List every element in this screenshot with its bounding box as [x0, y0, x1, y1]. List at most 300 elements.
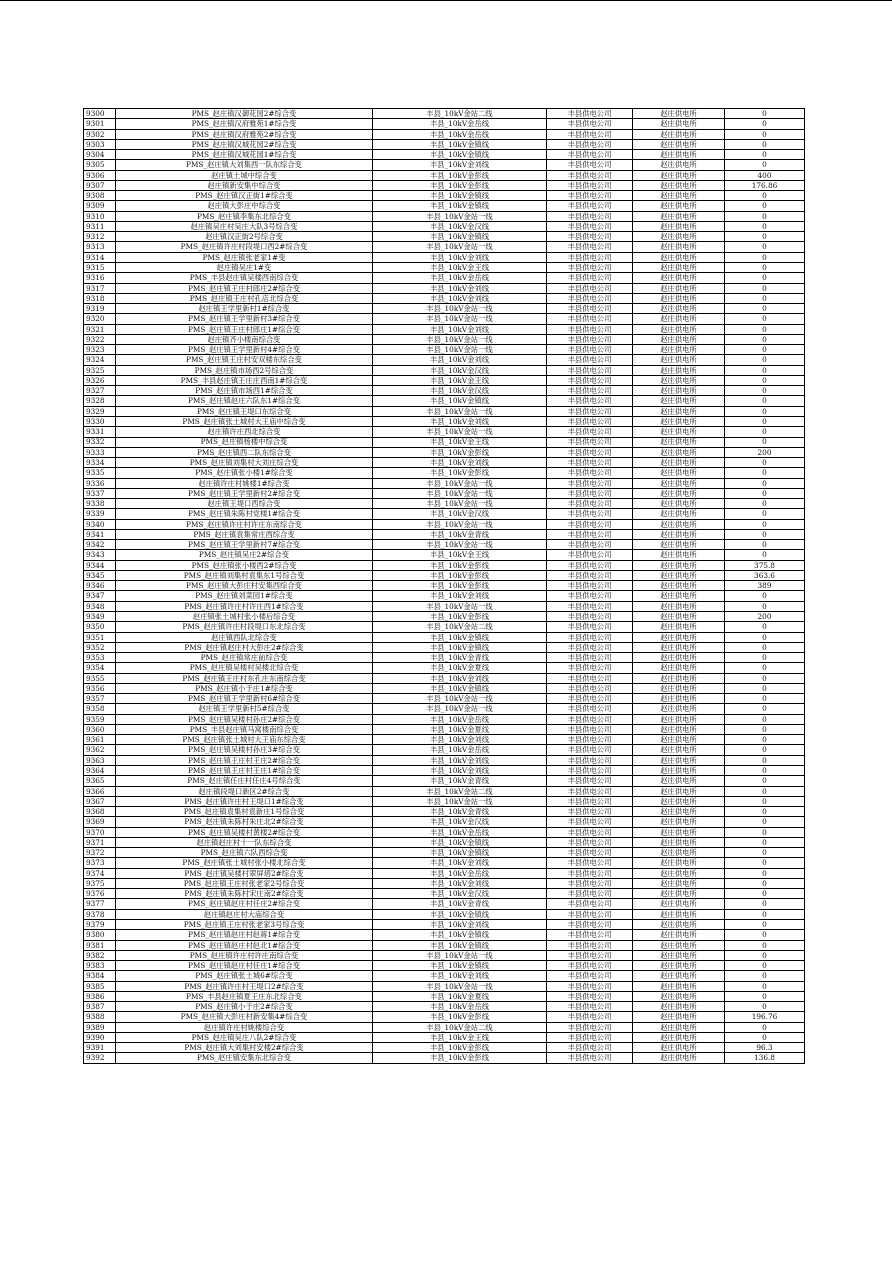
row-number-cell: 9359: [84, 714, 116, 724]
company-cell: 丰县供电公司: [547, 1032, 633, 1042]
table-row: [84, 211, 805, 221]
row-number-cell: 9347: [84, 591, 116, 601]
row-number-cell: 9370: [84, 827, 116, 837]
transformer-name-cell: PMS_赵庄镇李集东北综合变: [116, 211, 373, 221]
station-cell: 赵庄供电所: [633, 201, 725, 211]
feeder-line-cell: 丰县_10kV金刘线: [373, 971, 547, 981]
value-cell: 0: [725, 129, 805, 139]
row-number-cell: 9349: [84, 612, 116, 622]
row-number-cell: 9342: [84, 540, 116, 550]
feeder-line-cell: 丰县_10kV金彭线: [373, 170, 547, 180]
feeder-line-cell: 丰县_10kV金刘线: [373, 355, 547, 365]
table-row: [84, 1002, 805, 1012]
feeder-line-cell: 丰县_10kV金彭线: [373, 180, 547, 190]
row-number-cell: 9346: [84, 581, 116, 591]
feeder-line-cell: 丰县_10kV金青线: [373, 776, 547, 786]
feeder-line-cell: 丰县_10kV金镇线: [373, 396, 547, 406]
transformer-name-cell: PMS_赵庄镇赵庄村任庄1#综合变: [116, 961, 373, 971]
row-number-cell: 9373: [84, 858, 116, 868]
company-cell: 丰县供电公司: [547, 971, 633, 981]
feeder-line-cell: 丰县_10kV金岳线: [373, 1002, 547, 1012]
table-row: [84, 1053, 805, 1063]
row-number-cell: 9334: [84, 458, 116, 468]
value-cell: 0: [725, 817, 805, 827]
value-cell: 0: [725, 786, 805, 796]
station-cell: 赵庄供电所: [633, 1002, 725, 1012]
feeder-line-cell: 丰县_10kV金站二线: [373, 622, 547, 632]
value-cell: 0: [725, 632, 805, 642]
transformer-name-cell: 赵庄镇齐小楼南综合变: [116, 334, 373, 344]
row-number-cell: 9322: [84, 334, 116, 344]
transformer-name-cell: PMS_赵庄镇小于庄1#综合变: [116, 683, 373, 693]
station-cell: 赵庄供电所: [633, 642, 725, 652]
row-number-cell: 9300: [84, 109, 116, 119]
value-cell: 0: [725, 191, 805, 201]
company-cell: 丰县供电公司: [547, 478, 633, 488]
value-cell: 0: [725, 293, 805, 303]
table-row: [84, 570, 805, 580]
row-number-cell: 9309: [84, 201, 116, 211]
station-cell: 赵庄供电所: [633, 139, 725, 149]
transformer-name-cell: 赵庄镇大彭庄中综合变: [116, 201, 373, 211]
row-number-cell: 9323: [84, 345, 116, 355]
row-number-cell: 9379: [84, 919, 116, 929]
transformer-name-cell: PMS_赵庄镇汉御花园2#综合变: [116, 109, 373, 119]
feeder-line-cell: 丰县_10kV金站一线: [373, 694, 547, 704]
station-cell: 赵庄供电所: [633, 119, 725, 129]
station-cell: 赵庄供电所: [633, 499, 725, 509]
station-cell: 赵庄供电所: [633, 375, 725, 385]
transformer-name-cell: PMS_赵庄镇张土城村大王庙东综合变: [116, 735, 373, 745]
row-number-cell: 9315: [84, 262, 116, 272]
row-number-cell: 9388: [84, 1012, 116, 1022]
table-row: [84, 509, 805, 519]
station-cell: 赵庄供电所: [633, 488, 725, 498]
row-number-cell: 9331: [84, 427, 116, 437]
station-cell: 赵庄供电所: [633, 221, 725, 231]
value-cell: 0: [725, 437, 805, 447]
company-cell: 丰县供电公司: [547, 570, 633, 580]
company-cell: 丰县供电公司: [547, 1012, 633, 1022]
transformer-name-cell: PMS_赵庄镇常庄前综合变: [116, 653, 373, 663]
table-row: [84, 878, 805, 888]
station-cell: 赵庄供电所: [633, 273, 725, 283]
company-cell: 丰县供电公司: [547, 416, 633, 426]
feeder-line-cell: 丰县_10kV金王线: [373, 262, 547, 272]
row-number-cell: 9303: [84, 139, 116, 149]
value-cell: 375.8: [725, 560, 805, 570]
feeder-line-cell: 丰县_10kV金岳线: [373, 273, 547, 283]
station-cell: 赵庄供电所: [633, 170, 725, 180]
station-cell: 赵庄供电所: [633, 447, 725, 457]
company-cell: 丰县供电公司: [547, 221, 633, 231]
feeder-line-cell: 丰县_10kV金刘线: [373, 252, 547, 262]
feeder-line-cell: 丰县_10kV金站二线: [373, 109, 547, 119]
station-cell: 赵庄供电所: [633, 899, 725, 909]
company-cell: 丰县供电公司: [547, 468, 633, 478]
value-cell: 0: [725, 827, 805, 837]
row-number-cell: 9307: [84, 180, 116, 190]
row-number-cell: 9338: [84, 499, 116, 509]
station-cell: 赵庄供电所: [633, 1012, 725, 1022]
company-cell: 丰县供电公司: [547, 427, 633, 437]
value-cell: 0: [725, 889, 805, 899]
value-cell: 0: [725, 529, 805, 539]
company-cell: 丰县供电公司: [547, 991, 633, 1001]
company-cell: 丰县供电公司: [547, 375, 633, 385]
company-cell: 丰县供电公司: [547, 262, 633, 272]
feeder-line-cell: 丰县_10kV金刘线: [373, 591, 547, 601]
transformer-name-cell: PMS_赵庄镇朱陈村党楼1#综合变: [116, 509, 373, 519]
station-cell: 赵庄供电所: [633, 519, 725, 529]
transformer-name-cell: PMS_赵庄镇赵庄村赵北1#综合变: [116, 940, 373, 950]
table-row: [84, 673, 805, 683]
row-number-cell: 9381: [84, 940, 116, 950]
value-cell: 0: [725, 724, 805, 734]
transformer-name-cell: PMS_赵庄镇赵庄村大彭庄2#综合变: [116, 642, 373, 652]
table-row: [84, 827, 805, 837]
station-cell: 赵庄供电所: [633, 786, 725, 796]
value-cell: 389: [725, 581, 805, 591]
feeder-line-cell: 丰县_10kV金镇线: [373, 632, 547, 642]
feeder-line-cell: 丰县_10kV金王线: [373, 550, 547, 560]
feeder-line-cell: 丰县_10kV金岳线: [373, 119, 547, 129]
transformer-name-cell: 赵庄镇赵庄村十一队东综合变: [116, 837, 373, 847]
transformer-name-cell: PMS_赵庄镇任庄村任庄4号综合变: [116, 776, 373, 786]
table-row: [84, 416, 805, 426]
transformer-name-cell: PMS_赵庄镇汉城花园1#综合变: [116, 150, 373, 160]
company-cell: 丰县供电公司: [547, 1022, 633, 1032]
company-cell: 丰县供电公司: [547, 499, 633, 509]
station-cell: 赵庄供电所: [633, 909, 725, 919]
transformer-name-cell: 赵庄镇王学里新村5#综合变: [116, 704, 373, 714]
value-cell: 0: [725, 642, 805, 652]
row-number-cell: 9312: [84, 232, 116, 242]
value-cell: 0: [725, 416, 805, 426]
feeder-line-cell: 丰县_10kV金彭线: [373, 1012, 547, 1022]
value-cell: 0: [725, 139, 805, 149]
company-cell: 丰县供电公司: [547, 735, 633, 745]
value-cell: 0: [725, 878, 805, 888]
table-row: [84, 786, 805, 796]
table-row: [84, 273, 805, 283]
station-cell: 赵庄供电所: [633, 355, 725, 365]
feeder-line-cell: 丰县_10kV金站一线: [373, 950, 547, 960]
row-number-cell: 9387: [84, 1002, 116, 1012]
company-cell: 丰县供电公司: [547, 724, 633, 734]
feeder-line-cell: 丰县_10kV金汉线: [373, 365, 547, 375]
table-row: [84, 221, 805, 231]
row-number-cell: 9324: [84, 355, 116, 365]
row-number-cell: 9364: [84, 766, 116, 776]
table-row: [84, 899, 805, 909]
company-cell: 丰县供电公司: [547, 437, 633, 447]
row-number-cell: 9391: [84, 1043, 116, 1053]
row-number-cell: 9343: [84, 550, 116, 560]
feeder-line-cell: 丰县_10kV金岳线: [373, 745, 547, 755]
table-row: [84, 540, 805, 550]
value-cell: 0: [725, 540, 805, 550]
transformer-name-cell: PMS_赵庄镇小于庄2#综合变: [116, 1002, 373, 1012]
company-cell: 丰县供电公司: [547, 878, 633, 888]
value-cell: 0: [725, 950, 805, 960]
transformer-name-cell: PMS_赵庄镇汉正街1#综合变: [116, 191, 373, 201]
row-number-cell: 9317: [84, 283, 116, 293]
company-cell: 丰县供电公司: [547, 1002, 633, 1012]
transformer-name-cell: PMS_赵庄镇王庄村孔店北综合变: [116, 293, 373, 303]
transformer-name-cell: PMS_赵庄镇张小楼1#综合变: [116, 468, 373, 478]
row-number-cell: 9310: [84, 211, 116, 221]
table-row: [84, 981, 805, 991]
station-cell: 赵庄供电所: [633, 458, 725, 468]
company-cell: 丰县供电公司: [547, 540, 633, 550]
table-row: [84, 909, 805, 919]
row-number-cell: 9319: [84, 304, 116, 314]
table-row: [84, 478, 805, 488]
feeder-line-cell: 丰县_10kV金彭线: [373, 570, 547, 580]
row-number-cell: 9333: [84, 447, 116, 457]
company-cell: 丰县供电公司: [547, 653, 633, 663]
row-number-cell: 9363: [84, 755, 116, 765]
value-cell: 0: [725, 262, 805, 272]
company-cell: 丰县供电公司: [547, 612, 633, 622]
value-cell: 0: [725, 766, 805, 776]
company-cell: 丰县供电公司: [547, 560, 633, 570]
company-cell: 丰县供电公司: [547, 632, 633, 642]
feeder-line-cell: 丰县_10kV金镇线: [373, 683, 547, 693]
table-row: [84, 529, 805, 539]
transformer-name-cell: 赵庄镇土城中综合变: [116, 170, 373, 180]
feeder-line-cell: 丰县_10kV金彭线: [373, 1043, 547, 1053]
company-cell: 丰县供电公司: [547, 899, 633, 909]
station-cell: 赵庄供电所: [633, 416, 725, 426]
value-cell: 0: [725, 601, 805, 611]
table-row: [84, 612, 805, 622]
station-cell: 赵庄供电所: [633, 653, 725, 663]
table-row: [84, 170, 805, 180]
value-cell: 0: [725, 653, 805, 663]
station-cell: 赵庄供电所: [633, 878, 725, 888]
table-row: [84, 499, 805, 509]
row-number-cell: 9365: [84, 776, 116, 786]
feeder-line-cell: 丰县_10kV金站一线: [373, 488, 547, 498]
value-cell: 0: [725, 704, 805, 714]
transformer-name-cell: PMS_赵庄镇张小楼西2#综合变: [116, 560, 373, 570]
value-cell: 0: [725, 365, 805, 375]
table-row: [84, 663, 805, 673]
station-cell: 赵庄供电所: [633, 930, 725, 940]
feeder-line-cell: 丰县_10kV金青线: [373, 529, 547, 539]
transformer-name-cell: PMS_赵庄镇王堤口东综合变: [116, 406, 373, 416]
feeder-line-cell: 丰县_10kV金站一线: [373, 796, 547, 806]
company-cell: 丰县供电公司: [547, 848, 633, 858]
station-cell: 赵庄供电所: [633, 314, 725, 324]
transformer-name-cell: 赵庄镇许庄西北综合变: [116, 427, 373, 437]
row-number-cell: 9345: [84, 570, 116, 580]
row-number-cell: 9314: [84, 252, 116, 262]
company-cell: 丰县供电公司: [547, 232, 633, 242]
feeder-line-cell: 丰县_10kV金刘线: [373, 416, 547, 426]
row-number-cell: 9383: [84, 961, 116, 971]
table-row: [84, 519, 805, 529]
transformer-name-cell: PMS_赵庄镇刘集村袁集东1号综合变: [116, 570, 373, 580]
station-cell: 赵庄供电所: [633, 714, 725, 724]
value-cell: 0: [725, 673, 805, 683]
table-row: [84, 1032, 805, 1042]
transformer-name-cell: PMS_赵庄镇大彭庄村安集西综合变: [116, 581, 373, 591]
station-cell: 赵庄供电所: [633, 160, 725, 170]
value-cell: 0: [725, 868, 805, 878]
value-cell: 0: [725, 971, 805, 981]
company-cell: 丰县供电公司: [547, 283, 633, 293]
station-cell: 赵庄供电所: [633, 540, 725, 550]
company-cell: 丰县供电公司: [547, 150, 633, 160]
transformer-name-cell: PMS_赵庄镇许庄村王堤口2#综合变: [116, 981, 373, 991]
feeder-line-cell: 丰县_10kV金站一线: [373, 334, 547, 344]
station-cell: 赵庄供电所: [633, 427, 725, 437]
transformer-name-cell: PMS_赵庄镇吴庄八队2#综合变: [116, 1032, 373, 1042]
value-cell: 0: [725, 961, 805, 971]
value-cell: 0: [725, 683, 805, 693]
feeder-line-cell: 丰县_10kV金镇线: [373, 150, 547, 160]
feeder-line-cell: 丰县_10kV金彭线: [373, 581, 547, 591]
company-cell: 丰县供电公司: [547, 601, 633, 611]
feeder-line-cell: 丰县_10kV金刘线: [373, 858, 547, 868]
feeder-line-cell: 丰县_10kV金汉线: [373, 221, 547, 231]
value-cell: 0: [725, 242, 805, 252]
row-number-cell: 9304: [84, 150, 116, 160]
station-cell: 赵庄供电所: [633, 735, 725, 745]
feeder-line-cell: 丰县_10kV金站一线: [373, 478, 547, 488]
company-cell: 丰县供电公司: [547, 509, 633, 519]
station-cell: 赵庄供电所: [633, 632, 725, 642]
value-cell: 0: [725, 273, 805, 283]
feeder-line-cell: 丰县_10kV金站一线: [373, 601, 547, 611]
station-cell: 赵庄供电所: [633, 724, 725, 734]
company-cell: 丰县供电公司: [547, 919, 633, 929]
table-row: [84, 807, 805, 817]
table-row: [84, 868, 805, 878]
table-row: [84, 755, 805, 765]
feeder-line-cell: 丰县_10kV金站一线: [373, 304, 547, 314]
station-cell: 赵庄供电所: [633, 591, 725, 601]
station-cell: 赵庄供电所: [633, 807, 725, 817]
row-number-cell: 9318: [84, 293, 116, 303]
table-row: [84, 591, 805, 601]
transformer-name-cell: PMS_赵庄镇袁集村袁新庄1号综合变: [116, 807, 373, 817]
feeder-line-cell: 丰县_10kV金镇线: [373, 909, 547, 919]
feeder-line-cell: 丰县_10kV金镇线: [373, 191, 547, 201]
transformer-name-cell: PMS_赵庄镇王庄村东孔庄东南综合变: [116, 673, 373, 683]
table-row: [84, 334, 805, 344]
row-number-cell: 9308: [84, 191, 116, 201]
row-number-cell: 9355: [84, 673, 116, 683]
table-row: [84, 776, 805, 786]
value-cell: 176.86: [725, 180, 805, 190]
value-cell: 0: [725, 519, 805, 529]
transformer-name-cell: PMS_赵庄镇大刘集村安楼2#综合变: [116, 1043, 373, 1053]
feeder-line-cell: 丰县_10kV金站一线: [373, 704, 547, 714]
table-row: [84, 889, 805, 899]
station-cell: 赵庄供电所: [633, 529, 725, 539]
company-cell: 丰县供电公司: [547, 817, 633, 827]
value-cell: 0: [725, 919, 805, 929]
table-row: [84, 735, 805, 745]
station-cell: 赵庄供电所: [633, 961, 725, 971]
table-row: [84, 437, 805, 447]
row-number-cell: 9374: [84, 868, 116, 878]
feeder-line-cell: 丰县_10kV金站一线: [373, 314, 547, 324]
table-row: [84, 724, 805, 734]
station-cell: 赵庄供电所: [633, 622, 725, 632]
feeder-line-cell: 丰县_10kV金王线: [373, 1032, 547, 1042]
table-row: [84, 858, 805, 868]
station-cell: 赵庄供电所: [633, 437, 725, 447]
feeder-line-cell: 丰县_10kV金站一线: [373, 406, 547, 416]
company-cell: 丰县供电公司: [547, 550, 633, 560]
row-number-cell: 9329: [84, 406, 116, 416]
transformer-name-cell: PMS_赵庄镇王学里新村6#综合变: [116, 694, 373, 704]
station-cell: 赵庄供电所: [633, 776, 725, 786]
table-row: [84, 622, 805, 632]
company-cell: 丰县供电公司: [547, 950, 633, 960]
company-cell: 丰县供电公司: [547, 211, 633, 221]
company-cell: 丰县供电公司: [547, 663, 633, 673]
transformer-name-cell: PMS_赵庄镇许庄村许庄西1#综合变: [116, 601, 373, 611]
station-cell: 赵庄供电所: [633, 386, 725, 396]
company-cell: 丰县供电公司: [547, 827, 633, 837]
value-cell: 0: [725, 550, 805, 560]
station-cell: 赵庄供电所: [633, 129, 725, 139]
company-cell: 丰县供电公司: [547, 981, 633, 991]
table-row: [84, 704, 805, 714]
feeder-line-cell: 丰县_10kV金镇线: [373, 232, 547, 242]
transformer-name-cell: PMS_赵庄镇王庄村安双楼东综合变: [116, 355, 373, 365]
company-cell: 丰县供电公司: [547, 858, 633, 868]
table-row: [84, 991, 805, 1001]
row-number-cell: 9371: [84, 837, 116, 847]
row-number-cell: 9339: [84, 509, 116, 519]
station-cell: 赵庄供电所: [633, 345, 725, 355]
company-cell: 丰县供电公司: [547, 704, 633, 714]
table-row: [84, 109, 805, 119]
value-cell: 0: [725, 735, 805, 745]
table-row: [84, 1043, 805, 1053]
value-cell: 0: [725, 201, 805, 211]
row-number-cell: 9360: [84, 724, 116, 734]
row-number-cell: 9375: [84, 878, 116, 888]
row-number-cell: 9361: [84, 735, 116, 745]
transformer-name-cell: PMS_丰县赵庄镇夏王庄东北综合变: [116, 991, 373, 1001]
row-number-cell: 9390: [84, 1032, 116, 1042]
company-cell: 丰县供电公司: [547, 488, 633, 498]
value-cell: 0: [725, 622, 805, 632]
company-cell: 丰县供电公司: [547, 324, 633, 334]
station-cell: 赵庄供电所: [633, 109, 725, 119]
feeder-line-cell: 丰县_10kV金镇线: [373, 837, 547, 847]
station-cell: 赵庄供电所: [633, 889, 725, 899]
value-cell: 0: [725, 991, 805, 1001]
station-cell: 赵庄供电所: [633, 694, 725, 704]
company-cell: 丰县供电公司: [547, 355, 633, 365]
feeder-line-cell: 丰县_10kV金夏线: [373, 663, 547, 673]
value-cell: 0: [725, 837, 805, 847]
company-cell: 丰县供电公司: [547, 581, 633, 591]
feeder-line-cell: 丰县_10kV金刘线: [373, 160, 547, 170]
row-number-cell: 9376: [84, 889, 116, 899]
row-number-cell: 9316: [84, 273, 116, 283]
transformer-name-cell: PMS_赵庄镇王庄村王庄2#综合变: [116, 755, 373, 765]
